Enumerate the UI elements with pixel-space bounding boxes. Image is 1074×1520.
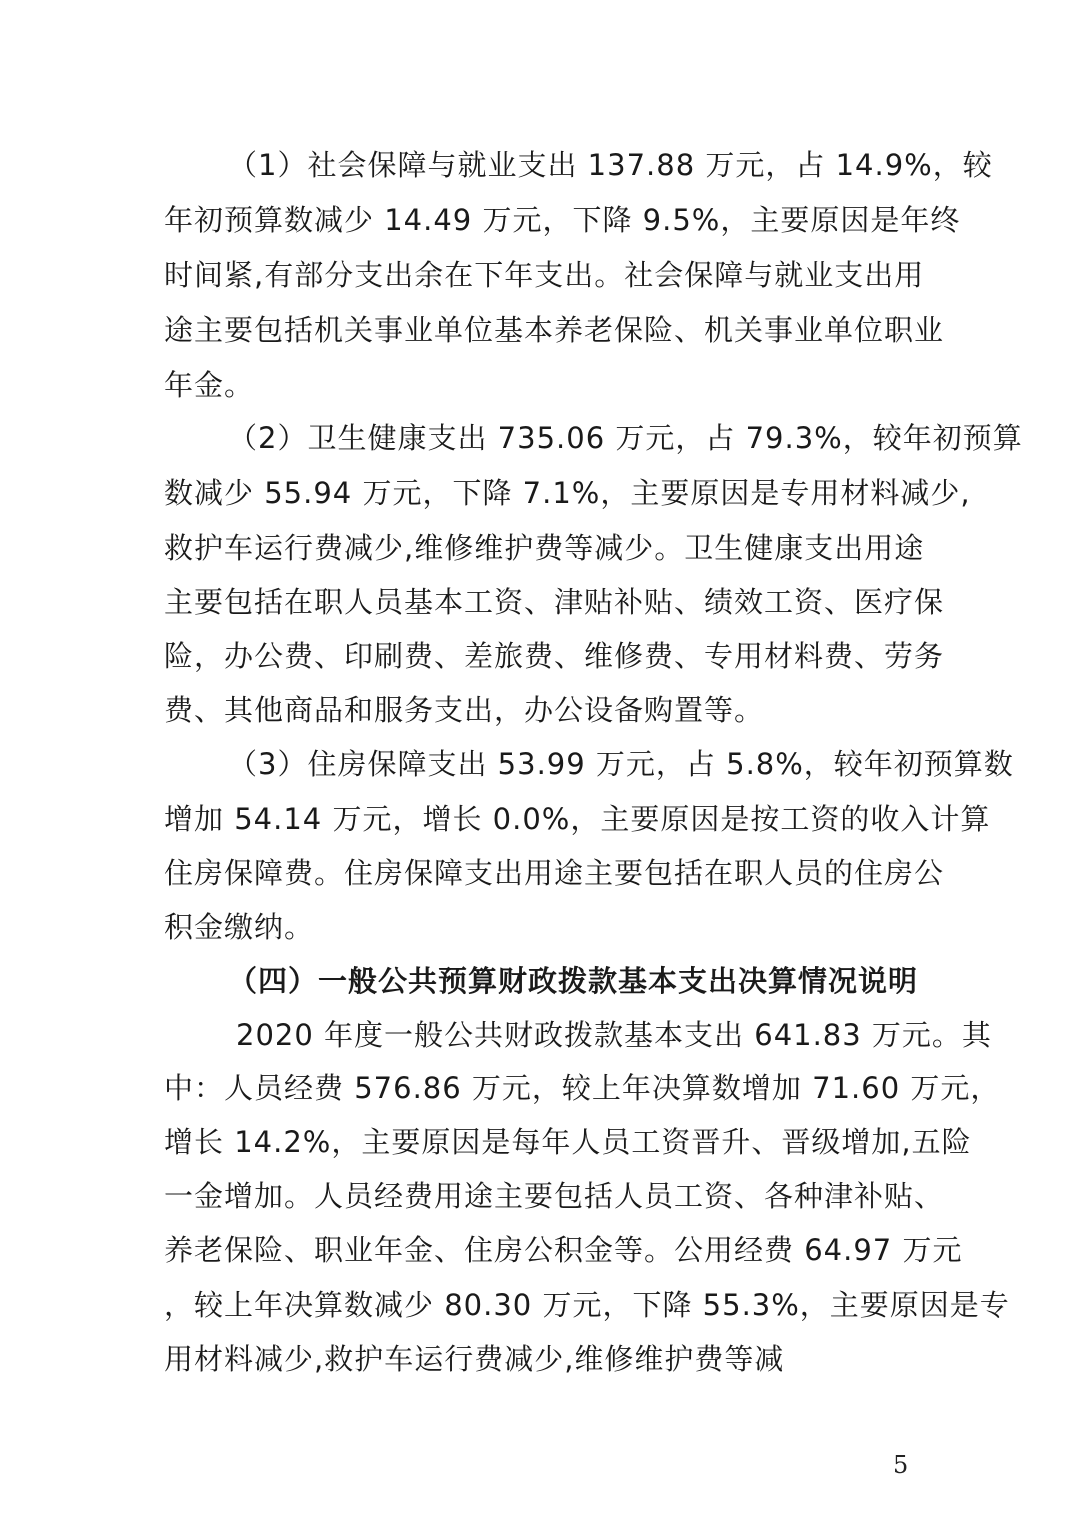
paragraph-1-line-1: （1）社会保障与就业支出 137.88 万元，占 14.9%，较 bbox=[228, 148, 993, 182]
paragraph-1-line-2: 年初预算数减少 14.49 万元，下降 9.5%，主要原因是年终 bbox=[164, 203, 961, 237]
paragraph-2-line-3: 救护车运行费减少,维修维护费等减少。卫生健康支出用途 bbox=[164, 531, 925, 565]
section-heading: （四）一般公共预算财政拨款基本支出决算情况说明 bbox=[228, 964, 919, 998]
paragraph-2-line-5: 险，办公费、印刷费、差旅费、维修费、专用材料费、劳务 bbox=[164, 639, 945, 673]
paragraph-1-line-4: 途主要包括机关事业单位基本养老保险、机关事业单位职业 bbox=[164, 313, 945, 347]
paragraph-4-line-4: 一金增加。人员经费用途主要包括人员工资、各种津补贴、 bbox=[164, 1179, 945, 1213]
paragraph-4-line-3: 增长 14.2%，主要原因是每年人员工资晋升、晋级增加,五险 bbox=[164, 1125, 972, 1159]
page-number: 5 bbox=[893, 1451, 909, 1479]
paragraph-1-line-5: 年金。 bbox=[164, 368, 255, 402]
paragraph-3-line-3: 住房保障费。住房保障支出用途主要包括在职人员的住房公 bbox=[164, 856, 945, 890]
paragraph-4-line-1: 2020 年度一般公共财政拨款基本支出 641.83 万元。其 bbox=[236, 1018, 992, 1052]
paragraph-2-line-1: （2）卫生健康支出 735.06 万元，占 79.3%，较年初预算 bbox=[228, 421, 1023, 455]
paragraph-3-line-4: 积金缴纳。 bbox=[164, 910, 315, 944]
paragraph-2-line-4: 主要包括在职人员基本工资、津贴补贴、绩效工资、医疗保 bbox=[164, 585, 945, 619]
paragraph-1-line-3: 时间紧,有部分支出余在下年支出。社会保障与就业支出用 bbox=[164, 258, 925, 292]
paragraph-2-line-6: 费、其他商品和服务支出，办公设备购置等。 bbox=[164, 693, 765, 727]
paragraph-3-line-1: （3）住房保障支出 53.99 万元，占 5.8%，较年初预算数 bbox=[228, 747, 1014, 781]
paragraph-2-line-2: 数减少 55.94 万元，下降 7.1%，主要原因是专用材料减少, bbox=[164, 476, 971, 510]
paragraph-4-line-6: ，较上年决算数减少 80.30 万元，下降 55.3%，主要原因是专 bbox=[164, 1288, 1010, 1322]
paragraph-4-line-2: 中：人员经费 576.86 万元，较上年决算数增加 71.60 万元， bbox=[164, 1071, 1001, 1105]
paragraph-4-line-7: 用材料减少,救护车运行费减少,维修维护费等减 bbox=[164, 1342, 785, 1376]
paragraph-3-line-2: 增加 54.14 万元，增长 0.0%，主要原因是按工资的收入计算 bbox=[164, 802, 991, 836]
paragraph-4-line-5: 养老保险、职业年金、住房公积金等。公用经费 64.97 万元 bbox=[164, 1233, 963, 1267]
